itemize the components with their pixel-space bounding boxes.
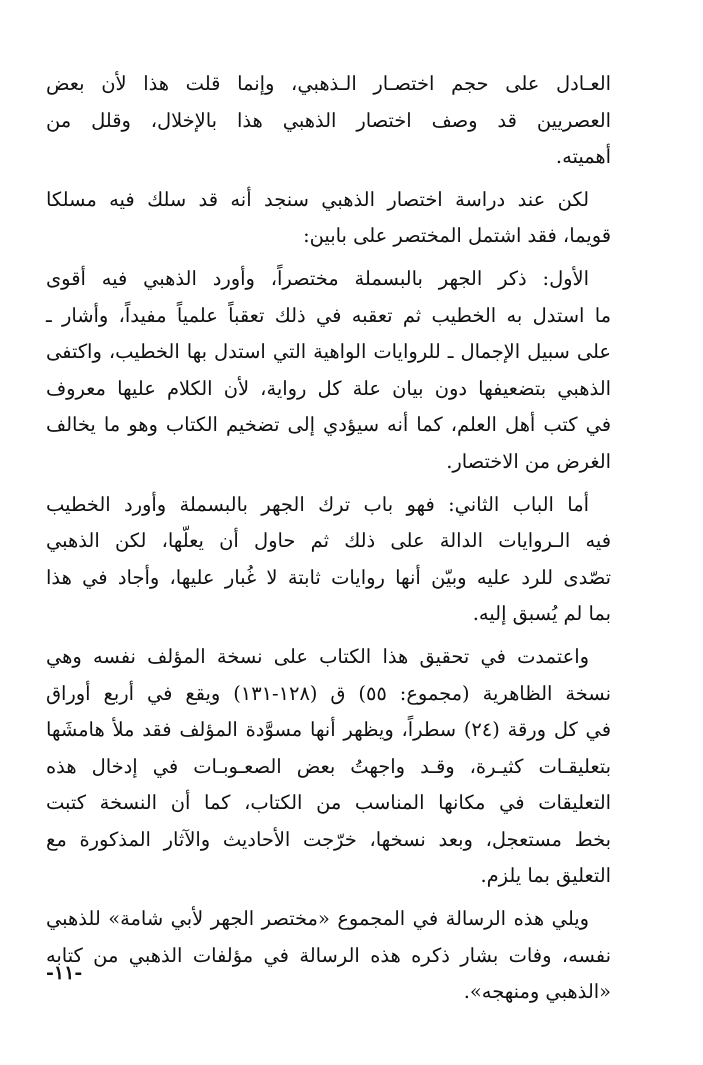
page-number: -١١- bbox=[46, 962, 83, 984]
text-line: الذهبي بتضعيفها دون بيان علة كل رواية، لأن الكلام عليها معروف bbox=[46, 376, 611, 400]
text-line: على سبيل الإجمال ـ للروايات الواهية التي استدل بها الخطيب، واكتفى bbox=[46, 340, 611, 364]
text-line: بخط مستعجل، وبعد نسخها، خرّجت الأحاديث والآثار المذكورة مع bbox=[46, 827, 611, 851]
text-line: أما الباب الثاني: فهو باب ترك الجهر بالبسملة وأورد الخطيب bbox=[46, 492, 589, 516]
text-line: واعتمدت في تحقيق هذا الكتاب على نسخة المؤلف نفسه وهي bbox=[46, 644, 589, 668]
text-line: ويلي هذه الرسالة في المجموع «مختصر الجهر لأبي شامة» للذهبي bbox=[46, 907, 589, 931]
text-line: تصّدى للرد عليه وبيّن أنها روايات ثابتة لا غُبار عليها، وأجاد في هذا bbox=[46, 565, 611, 589]
text-line: قويما، فقد اشتمل المختصر على بابين: bbox=[303, 224, 611, 248]
text-line: أهميته. bbox=[555, 145, 611, 169]
text-line: التعليقات في مكانها المناسب من الكتاب، كما أن النسخة كتبت bbox=[46, 791, 611, 815]
text-line: نسخة الظاهرية (مجموع: ٥٥) ق (١٢٨-١٣١) ويقع في أربع أوراق bbox=[46, 681, 611, 705]
text-line: بتعليقـات كثيـرة، وقـد واجهتُ بعض الصعـوبـات في إدخال هذه bbox=[46, 754, 611, 778]
text-line: فيه الـروايات الدالة على ذلك ثم حاول أن يعلّها، لكن الذهبي bbox=[46, 529, 611, 553]
text-line: في كل ورقة (٢٤) سطراً، ويظهر أنها مسوَّدة المؤلف فقد ملأ هامشَها bbox=[46, 718, 611, 742]
body-text bbox=[46, 66, 611, 1011]
text-line: في كتب أهل العلم، كما أنه سيؤدي إلى تضخيم الكتاب وهو ما يخالف bbox=[46, 413, 611, 437]
text-line: الأول: ذكر الجهر بالبسملة مختصراً، وأورد الذهبي فيه أقوى bbox=[46, 266, 589, 290]
text-line: الغرض من الاختصار. bbox=[446, 449, 611, 473]
text-line: «الذهبي ومنهجه». bbox=[463, 980, 611, 1004]
text-line: العصريين قد وصف اختصار الذهبي هذا بالإخلال، وقلل من bbox=[46, 108, 611, 132]
text-line: نفسه، وفات بشار ذكره هذه الرسالة في مؤلفات الذهبي من كتابه bbox=[46, 943, 611, 967]
text-line: بما لم يُسبق إليه. bbox=[472, 602, 611, 626]
text-line: ما استدل به الخطيب ثم تعقبه في ذلك تعقباً علمياً مفيداً، وأشار ـ bbox=[46, 303, 611, 327]
text-line: التعليق بما يلزم. bbox=[480, 864, 611, 888]
text-line: العـادل على حجم اختصـار الـذهبي، وإنما قلت هذا لأن بعض bbox=[46, 72, 611, 95]
text-line: لكن عند دراسة اختصار الذهبي سنجد أنه قد سلك فيه مسلكا bbox=[46, 187, 589, 211]
